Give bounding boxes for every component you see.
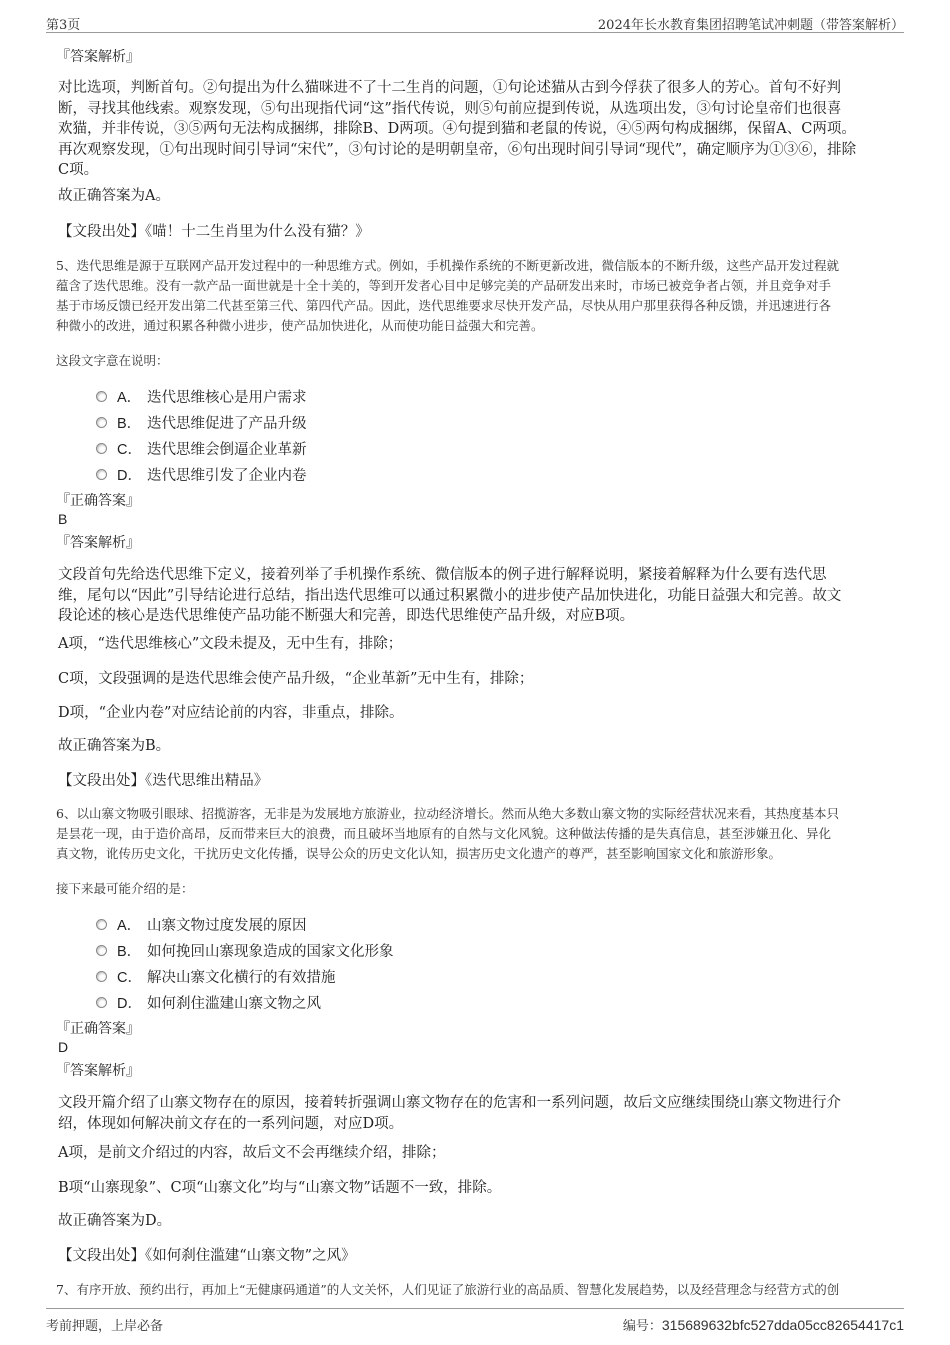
q6-analysis [58,1093,894,1134]
q5-conclusion: 故正确答案为B。 [58,738,171,754]
q5-analysis [58,565,894,627]
q5-stem-line: 基于市场反馈已经开发出第二代甚至第三代、第四代产品。因此，迭代思维要求尽快开发产品，尽快从用户那里获得各种反馈，并迅速进行各 [56,298,832,313]
q4-analysis-label: 『答案解析』 [56,49,140,65]
q6-stem-line: 6、以山寨文物吸引眼球、招揽游客，无非是为发展地方旅游业，拉动经济增长。然而从绝大多数山寨文物的实际经营状况来看，其热度基本只 [56,806,839,821]
radio-icon[interactable] [96,417,107,428]
q5-analysis-label: 『答案解析』 [56,535,140,551]
option-letter: C． [117,970,142,986]
option-text: 迭代思维核心是用户需求 [147,390,307,406]
q6-analysis-line: 文段开篇介绍了山寨文物存在的原因，接着转折强调山寨文物存在的危害和一系列问题，故后文应继续围绕山寨文物进行介 [58,1095,841,1111]
serial-code: 315689632bfc527dda05cc82654417c1 [661,1317,904,1333]
q5-option-b[interactable] [96,412,307,433]
q4-analysis-line: 再次观察发现，①句出现时间引导词“宋代”，③句讨论的是明朝皇帝，⑥句出现时间引导词“现代”，确定顺序为①③⑥，排除 [58,141,857,158]
option-text: 迭代思维促进了产品升级 [147,416,307,432]
page-header [46,10,904,33]
q6-stem-line: 是昙花一现，由于造价高昂，反而带来巨大的浪费，而且破坏当地原有的自然与文化风貌。这种做法传播的是失真信息，甚至涉嫌丑化、异化 [56,826,832,841]
q6-note-bc: B项“山寨现象”、C项“山寨文化”均与“山寨文物”话题不一致，排除。 [58,1180,502,1196]
serial-label: 编号： [622,1319,662,1334]
option-letter: B． [117,416,142,432]
radio-icon[interactable] [96,391,107,402]
footer-serial [623,1315,904,1334]
q4-analysis-line: 对比选项，判断首句。②句提出为什么猫咪进不了十二生肖的问题，①句论述猫从古到今俘获了很多人的芳心。首句不好判 [58,80,841,96]
q7-stem: 7、有序开放、预约出行，再加上“无健康码通道”的人文关怀，人们见证了旅游行业的高品质、智慧化发展趋势，以及经营理念与经营方式的创 [56,1282,840,1297]
option-letter: A． [117,390,142,406]
q6-answer: D [58,1039,69,1055]
q5-analysis-line: 段论述的核心是迭代思维使产品功能不断强大和完善，即迭代思维使产品升级，对应B项。 [58,608,635,624]
q6-stem [56,804,896,864]
q5-source: 【文段出处】《迭代思维出精品》 [58,773,269,789]
q4-analysis-line: 欢猫，并非传说，③⑤两句无法构成捆绑，排除B、D两项。④句提到猫和老鼠的传说，④⑤两句构成捆绑，保留A、C两项。 [58,121,856,137]
q6-ask: 接下来最可能介绍的是： [56,881,194,896]
q6-note-a: A项，是前文介绍过的内容，故后文不会再继续介绍，排除； [58,1145,446,1161]
q5-analysis-line: 维，尾句以“因此”引导结论进行总结，指出迭代思维可以通过积累微小的进步使产品加快进化，功能日益强大和完善。故文 [58,587,842,604]
option-text: 迭代思维会倒逼企业革新 [147,442,307,458]
option-letter: C． [117,442,142,458]
q5-note-d: D项，“企业内卷”对应结论前的内容，非重点，排除。 [58,705,404,721]
option-letter: A． [117,918,142,934]
page-number: 第3页 [46,18,81,33]
option-letter: D． [117,468,142,484]
option-text: 迭代思维引发了企业内卷 [147,468,307,484]
option-letter: D． [117,996,142,1012]
q5-correct-label: 『正确答案』 [56,493,140,509]
radio-icon[interactable] [96,945,107,956]
q6-option-d[interactable] [96,992,321,1013]
radio-icon[interactable] [96,919,107,930]
q5-stem-line: 5、迭代思维是源于互联网产品开发过程中的一种思维方式。例如，手机操作系统的不断更新改进，微信版本的不断升级，这些产品开发过程就 [56,258,839,273]
q4-analysis-line: C项。 [58,162,99,178]
q6-analysis-line: 绍，体现如何解决前文存在的一系列问题，对应D项。 [58,1115,404,1132]
q6-conclusion: 故正确答案为D。 [58,1213,172,1229]
q6-correct-label: 『正确答案』 [56,1021,140,1037]
document-title: 2024年长水教育集团招聘笔试冲刺题（带答案解析） [597,18,904,33]
q6-option-a[interactable] [96,914,307,935]
q6-analysis-label: 『答案解析』 [56,1063,140,1079]
q6-option-b[interactable] [96,940,394,961]
q4-source: 【文段出处】《喵！十二生肖里为什么没有猫？》 [58,224,370,240]
option-text: 如何挽回山寨现象造成的国家文化形象 [147,944,394,960]
option-letter: B． [117,944,142,960]
radio-icon[interactable] [96,997,107,1008]
q5-option-c[interactable] [96,438,307,459]
footer-slogan: 考前押题，上岸必备 [46,1319,164,1334]
option-text: 山寨文物过度发展的原因 [147,918,307,934]
q6-stem-line: 真文物，讹传历史文化，干扰历史文化传播，误导公众的历史文化认知，损害历史文化遗产的尊严，甚至影响国家文化和旅游形象。 [56,846,782,861]
q5-answer: B [58,511,68,527]
q5-stem-line: 蕴含了迭代思维。没有一款产品一面世就是十全十美的，等到开发者心目中足够完美的产品研发出来时，市场已被竞争者占领，并且竞争对手 [56,278,832,293]
q4-analysis-line: 断，寻找其他线索。观察发现，⑤句出现指代词“这”指代传说，则⑤句前应提到传说，从选项出发，③句讨论皇帝们也很喜 [58,100,842,117]
q6-source: 【文段出处】《如何刹住滥建“山寨文物”之风》 [58,1248,356,1264]
q5-stem-line: 种微小的改进，通过积累各种微小进步，使产品加快进化，从而使功能日益强大和完善。 [56,318,544,333]
radio-icon[interactable] [96,469,107,480]
page-footer [46,1308,904,1339]
q4-conclusion: 故正确答案为A。 [58,188,170,204]
q5-note-c: C项，文段强调的是迭代思维会使产品升级，“企业革新”无中生有，排除； [58,671,534,687]
option-text: 如何刹住滥建山寨文物之风 [147,996,321,1012]
q5-option-a[interactable] [96,386,307,407]
q5-ask: 这段文字意在说明： [56,353,169,368]
q5-analysis-line: 文段首句先给迭代思维下定义，接着列举了手机操作系统、微信版本的例子进行解释说明，紧接着解释为什么要有迭代思 [58,567,827,583]
q5-option-d[interactable] [96,464,307,485]
option-text: 解决山寨文化横行的有效措施 [147,970,336,986]
radio-icon[interactable] [96,443,107,454]
radio-icon[interactable] [96,971,107,982]
q5-stem [56,256,896,336]
q6-option-c[interactable] [96,966,336,987]
q4-analysis [58,78,894,181]
q5-note-a: A项，“迭代思维核心”文段未提及，无中生有，排除； [58,636,403,652]
